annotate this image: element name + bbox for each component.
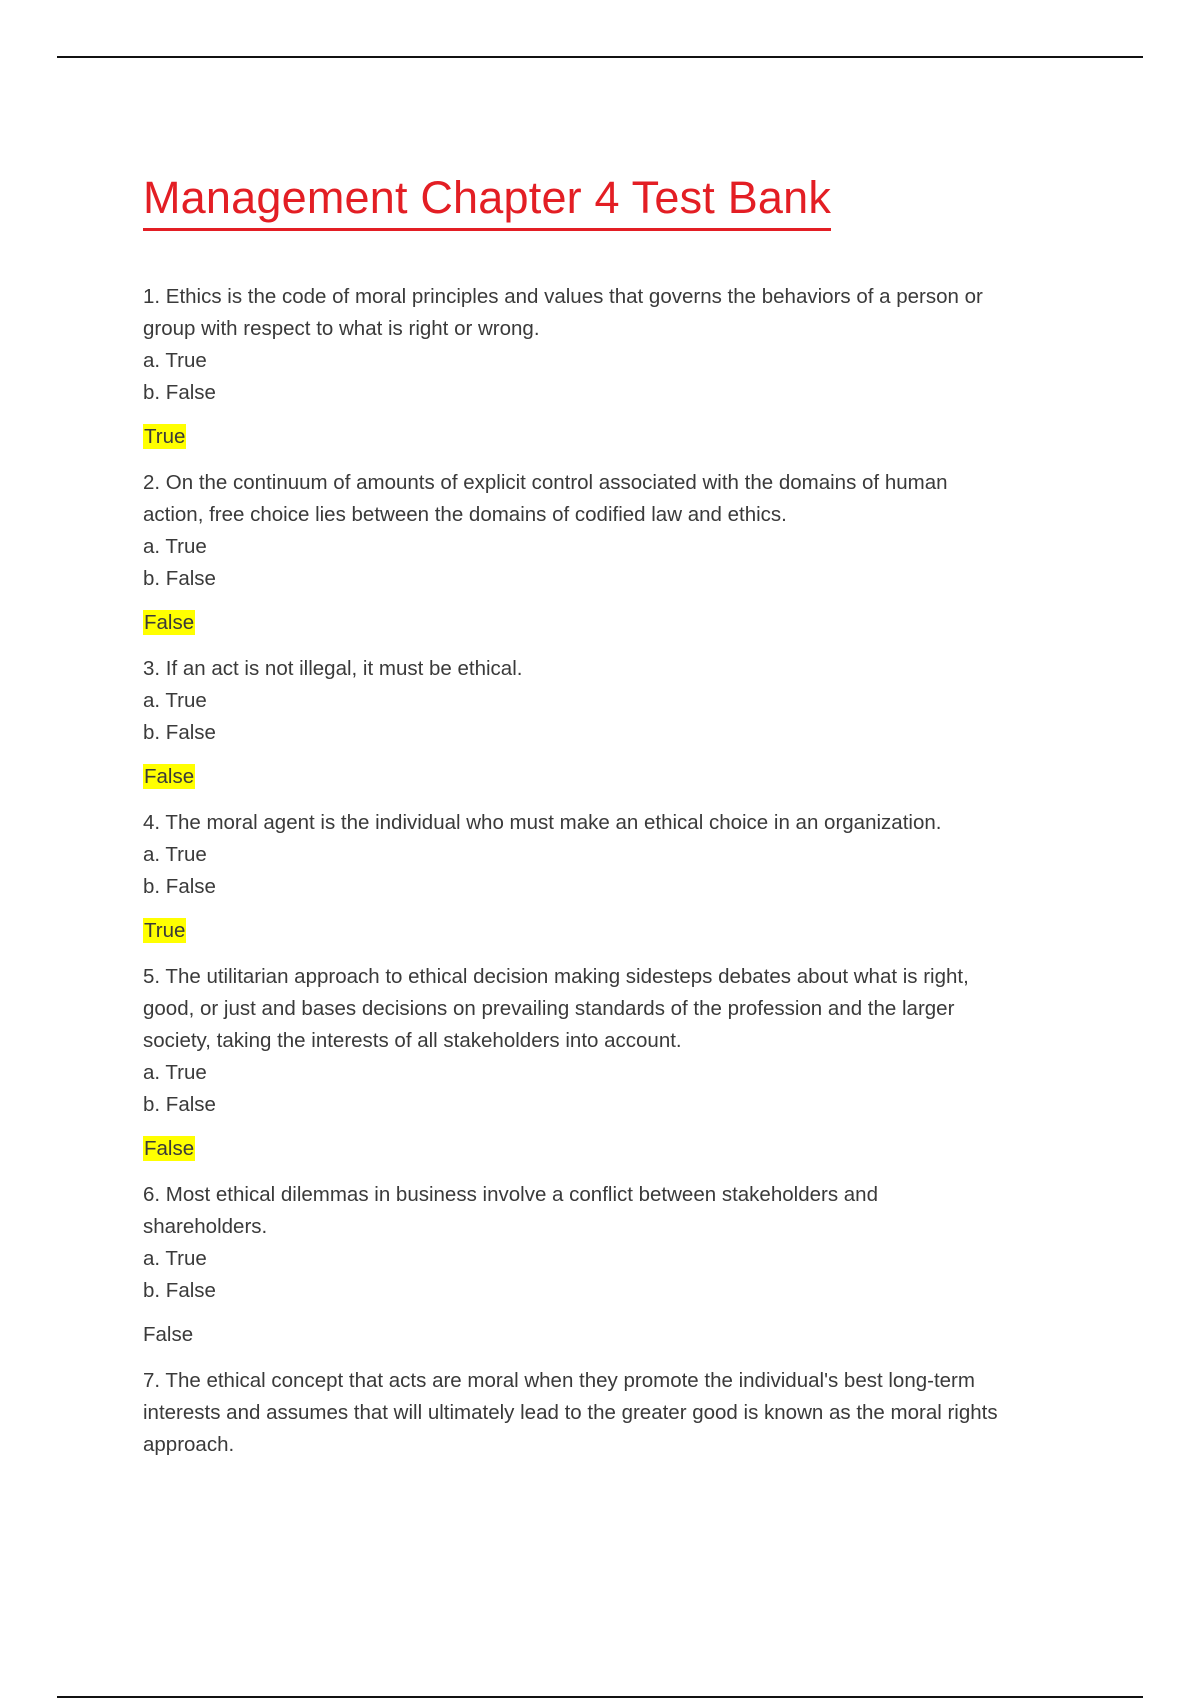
question-text: 1. Ethics is the code of moral principles and values that governs the behaviors of a person or group with respect to what is right or wrong. — [143, 285, 983, 340]
option-b: b. False — [143, 567, 216, 590]
option-a: a. True — [143, 1061, 207, 1084]
answer — [143, 609, 973, 637]
option-b: b. False — [143, 1279, 216, 1302]
question-text: 4. The moral agent is the individual who must make an ethical choice in an organization. — [143, 811, 942, 834]
header-rule — [57, 56, 1143, 58]
answer — [143, 763, 1073, 791]
option-b: b. False — [143, 381, 216, 404]
answer — [143, 1135, 993, 1163]
answer-text: False — [143, 1323, 194, 1346]
question-item — [143, 807, 1073, 945]
document-body — [143, 168, 1073, 1477]
question-text: 3. If an act is not illegal, it must be ethical. — [143, 657, 523, 680]
document-title: Management Chapter 4 Test Bank — [143, 168, 831, 231]
question-item — [143, 281, 993, 451]
question-item — [143, 1179, 943, 1349]
question-item — [143, 467, 973, 637]
footer-rule — [57, 1696, 1143, 1698]
option-b: b. False — [143, 721, 216, 744]
question-text: 2. On the continuum of amounts of explicit control associated with the domains of human action, free choice lies between the domains of codified law and ethics. — [143, 471, 948, 526]
option-a: a. True — [143, 843, 207, 866]
answer-highlight: False — [144, 611, 195, 634]
answer — [143, 1321, 943, 1349]
option-a: a. True — [143, 535, 207, 558]
option-a: a. True — [143, 689, 207, 712]
answer — [143, 423, 993, 451]
answer-highlight: False — [144, 765, 195, 788]
question-text: 5. The utilitarian approach to ethical decision making sidesteps debates about what is right, good, or just and bases decisions on prevailing standards of the profession and the larger society, taking the interests of all stakeholders into account. — [143, 965, 969, 1052]
question-item — [143, 653, 1073, 791]
answer-highlight: True — [144, 919, 186, 942]
option-b: b. False — [143, 1093, 216, 1116]
answer — [143, 917, 1073, 945]
question-item — [143, 1365, 1058, 1461]
option-a: a. True — [143, 349, 207, 372]
question-text: 6. Most ethical dilemmas in business involve a conflict between stakeholders and shareholders. — [143, 1183, 878, 1238]
option-a: a. True — [143, 1247, 207, 1270]
question-item — [143, 961, 993, 1163]
question-text: 7. The ethical concept that acts are moral when they promote the individual's best long-term interests and assumes that will ultimately lead to the greater good is known as the moral rights approach. — [143, 1369, 998, 1456]
question-list — [143, 281, 1073, 1461]
answer-highlight: False — [144, 1137, 195, 1160]
option-b: b. False — [143, 875, 216, 898]
answer-highlight: True — [144, 425, 186, 448]
